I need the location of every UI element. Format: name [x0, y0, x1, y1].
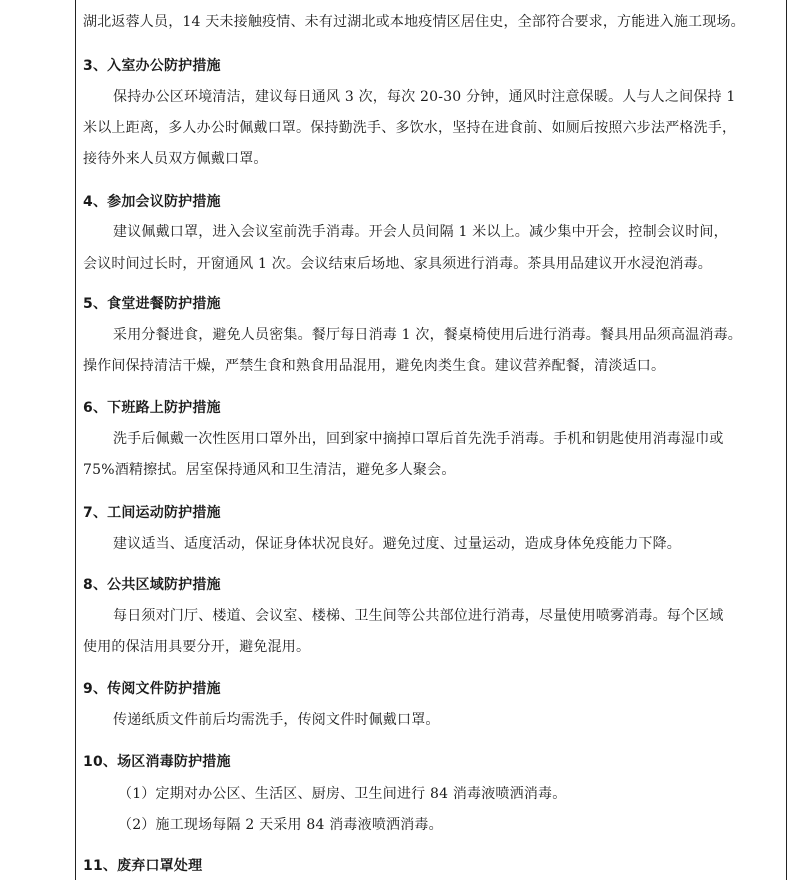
paragraph-line: 采用分餐进食，避免人员密集。餐厅每日消毒 1 次，餐桌椅使用后进行消毒。餐具用品须高温消毒。 [113, 327, 743, 343]
list-item: （1）定期对办公区、生活区、厨房、卫生间进行 84 消毒液喷洒消毒。 [118, 786, 567, 802]
section-heading: 5、食堂进餐防护措施 [83, 296, 221, 312]
paragraph-line: 操作间保持清洁干燥，严禁生食和熟食用品混用，避免肉类生食。建议营养配餐，清淡适口。 [83, 358, 666, 374]
paragraph-line: 米以上距离，多人办公时佩戴口罩。保持勤洗手、多饮水，坚持在进食前、如厕后按照六步法严格洗手， [83, 120, 737, 136]
paragraph-line: 洗手后佩戴一次性医用口罩外出，回到家中摘掉口罩后首先洗手消毒。手机和钥匙使用消毒湿巾或 [113, 431, 724, 447]
paragraph-line: 每日须对门厅、楼道、会议室、楼梯、卫生间等公共部位进行消毒，尽量使用喷雾消毒。每个区域 [113, 608, 724, 624]
section-heading: 11、废弃口罩处理 [83, 858, 203, 874]
paragraph-line: 接待外来人员双方佩戴口罩。 [83, 151, 268, 167]
paragraph-line: 建议佩戴口罩，进入会议室前洗手消毒。开会人员间隔 1 米以上。减少集中开会，控制会议时间， [113, 224, 728, 240]
section-heading: 8、公共区域防护措施 [83, 577, 221, 593]
paragraph-line: 会议时间过长时，开窗通风 1 次。会议结束后场地、家具须进行消毒。茶具用品建议开水浸泡消毒。 [83, 256, 713, 272]
section-heading: 9、传阅文件防护措施 [83, 681, 221, 697]
section-heading: 6、下班路上防护措施 [83, 400, 221, 416]
paragraph-line: 75%酒精擦拭。居室保持通风和卫生清洁，避免多人聚会。 [83, 462, 456, 478]
paragraph-line: 传递纸质文件前后均需洗手，传阅文件时佩戴口罩。 [113, 712, 440, 728]
paragraph-line: 建议适当、适度活动，保证身体状况良好。避免过度、过量运动，造成身体免疫能力下降。 [113, 536, 681, 552]
section-heading: 4、参加会议防护措施 [83, 194, 221, 210]
section-heading: 10、场区消毒防护措施 [83, 754, 231, 770]
list-item: （2）施工现场每隔 2 天采用 84 消毒液喷洒消毒。 [118, 817, 443, 833]
paragraph-line: 使用的保洁用具要分开，避免混用。 [83, 639, 311, 655]
paragraph-line: 湖北返蓉人员，14 天未接触疫情、未有过湖北或本地疫情区居住史，全部符合要求，方能进入施工现场。 [83, 14, 745, 30]
paragraph-line: 保持办公区环境清洁，建议每日通风 3 次，每次 20-30 分钟，通风时注意保暖。人与人之间保持 1 [113, 89, 736, 105]
section-heading: 3、入室办公防护措施 [83, 58, 221, 74]
section-heading: 7、工间运动防护措施 [83, 505, 221, 521]
